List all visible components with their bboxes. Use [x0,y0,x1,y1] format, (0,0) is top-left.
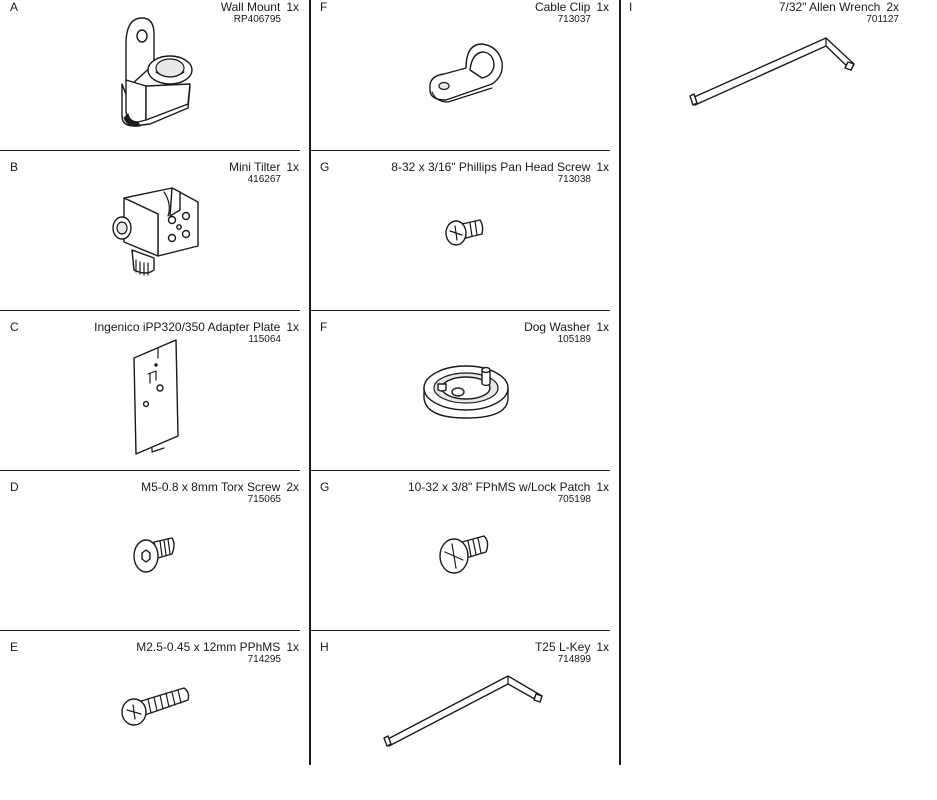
section-rule [310,150,610,151]
part-number: 714295 [247,654,281,665]
part-number: RP406795 [233,14,281,25]
part-letter: C [10,320,19,334]
part-title [408,480,609,494]
part-qty: 1x [596,160,609,174]
part-qty: 1x [596,0,609,14]
adapter-plate-icon [130,338,184,456]
part-letter: B [10,160,19,174]
part-letter: F [320,0,328,14]
part-title [141,480,299,494]
part-qty: 1x [286,640,299,654]
part-qty: 1x [286,160,299,174]
flat-head-screw-icon [438,532,490,576]
part-title [94,320,299,334]
part-name: M5-0.8 x 8mm Torx Screw [141,480,281,494]
dog-washer-icon [422,356,512,420]
pan-head-screw-long-icon [118,684,192,728]
part-cell-b [0,160,300,320]
part-cell-a [0,0,300,160]
l-key-icon [382,674,546,750]
part-qty: 2x [286,480,299,494]
part-title [779,0,899,14]
part-name: Wall Mount [220,0,281,14]
part-title [535,0,609,14]
part-number: 705198 [557,494,591,505]
part-cell-f [310,0,610,160]
mini-tilter-icon [110,184,202,280]
part-letter: I [629,0,633,14]
part-title [136,640,299,654]
part-cell-h [310,640,610,800]
part-title [535,640,609,654]
part-letter: E [10,640,19,654]
section-rule [310,630,610,631]
part-number: 701127 [866,14,899,25]
part-name: 8-32 x 3/16" Phillips Pan Head Screw [391,160,591,174]
allen-wrench-icon [688,34,860,110]
part-letter: D [10,480,19,494]
part-name: Ingenico iPP320/350 Adapter Plate [94,320,281,334]
part-title [524,320,609,334]
part-cell-c [0,320,300,480]
part-number: 714899 [557,654,591,665]
part-name: T25 L-Key [534,640,591,654]
part-letter: G [320,480,330,494]
section-rule [0,150,300,151]
part-name: M2.5-0.45 x 12mm PPhMS [136,640,281,654]
part-cell-i [620,0,918,160]
part-number: 715065 [247,494,281,505]
part-number: 713038 [557,174,591,185]
part-letter: F [320,320,328,334]
part-title [391,160,609,174]
part-number: 713037 [557,14,591,25]
part-qty: 1x [596,320,609,334]
part-cell-e [0,640,300,800]
part-cell-f2 [310,320,610,480]
part-qty: 1x [286,0,299,14]
part-letter: H [320,640,329,654]
section-rule [0,630,300,631]
part-cell-g1 [310,160,610,320]
part-title [221,0,299,14]
section-rule [0,310,300,311]
part-number: 105189 [557,334,591,345]
part-name: Mini Tilter [228,160,281,174]
part-name: 7/32" Allen Wrench [778,0,881,14]
torx-screw-icon [132,534,178,576]
part-number: 115064 [248,334,281,345]
part-letter: A [10,0,19,14]
part-letter: G [320,160,330,174]
section-rule [310,470,610,471]
part-qty: 1x [596,480,609,494]
phillips-pan-screw-icon [444,216,486,250]
cable-clip-icon [426,40,508,106]
part-title [229,160,299,174]
part-number: 416267 [247,174,281,185]
part-qty: 1x [286,320,299,334]
part-cell-d [0,480,300,640]
wall-mount-icon [118,14,198,134]
part-qty: 1x [596,640,609,654]
part-name: 10-32 x 3/8" FPhMS w/Lock Patch [407,480,591,494]
part-name: Dog Washer [524,320,591,334]
part-name: Cable Clip [534,0,591,14]
part-qty: 2x [886,0,899,14]
section-rule [310,310,610,311]
part-cell-g2 [310,480,610,640]
section-rule [0,470,300,471]
